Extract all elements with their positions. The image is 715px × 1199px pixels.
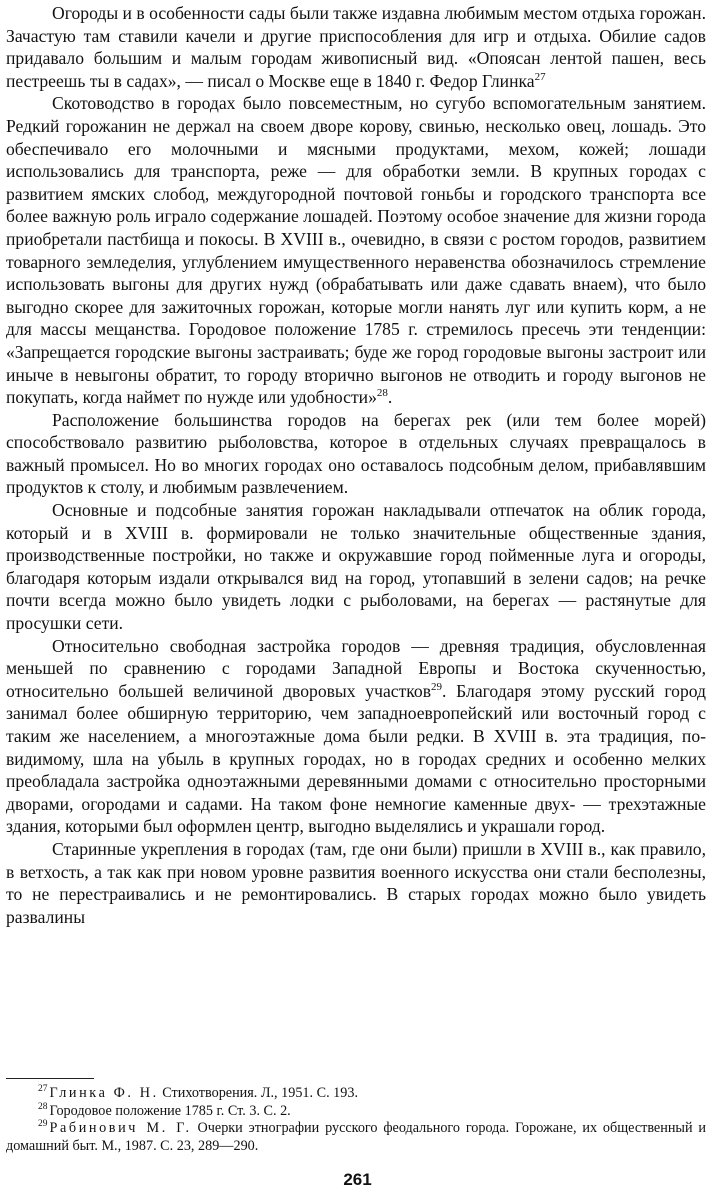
footnote-text: Очерки этнографии русского феодального города. Горожане, их общественный и домашний быт. М., 1987. С. 23, 289—290. (6, 1120, 706, 1154)
paragraph-6 (6, 838, 706, 928)
footnote-number: 28 (38, 1101, 48, 1112)
footnote-number: 27 (38, 1084, 48, 1095)
paragraph-5 (6, 635, 706, 838)
footnote-27 (6, 1085, 706, 1103)
paragraph-1 (6, 2, 706, 92)
paragraph-6-text: Старинные укрепления в городах (там, где они были) пришли в XVIII в., как правило, в ветхость, а так как при новом уровне развития военного искусства они стали бесполезны, то не перестраивались и не ремонтировались. В старых городах можно было увидеть развалины (6, 838, 706, 927)
page-number: 261 (343, 1170, 372, 1189)
footnote-28 (6, 1103, 706, 1121)
footnote-author: Глинка Ф. Н. (49, 1085, 159, 1101)
paragraph-4 (6, 499, 706, 635)
footnote-ref-28[interactable]: 28 (376, 387, 388, 400)
paragraph-5-text: Относительно свободная застройка городов — древняя традиция, обусловленная меньшей по сравнению с городами Западной Европы и Востока скученностью, относительно большей величиной дворовых участков (6, 635, 706, 701)
footnote-29 (6, 1120, 706, 1155)
paragraph-3 (6, 409, 706, 499)
paragraph-2-text: Скотоводство в городах было повсеместным, но сугубо вспомогательным занятием. Редкий горожанин не держал на своем дворе корову, свинью, несколько овец, лошадь. Это обеспечивало его молочными и мясными продуктами, мехом, кожей; лошади использовались для транспорта, реже — для обработки земли. В крупных городах с развитием ямских слобод, междугородной почтовой гоньбы и городского транспорта все более важную роль играло содержание лошадей. Поэтому особое значение для жизни города приобретали пастбища и покосы. В XVIII в., очевидно, в связи с ростом городов, развитием товарного земледелия, углублением имущественного неравенства обозначилось стремление использовать выгоны для других нужд (обрабатывать или даже сдавать внаем), что было выгодно скорее для зажиточных горожан, которые могли нанять луг или купить корм, а не для массы мещанства. Городовое положение 1785 г. стремилось пресечь эти тенденции: «Запрещается городские выгоны застраивать; буде же город городовые выгоны застроит или иныче в невыгоны обратит, то городу вторично выгонов не отводить и городу выгонов не покупать, когда наймет по нужде или удобности» (6, 93, 706, 408)
footnote-author: Рабинович М. Г. (49, 1120, 192, 1136)
paragraph-2-tail: . (387, 387, 393, 408)
footnote-text: Стихотворения. Л., 1951. С. 193. (158, 1085, 359, 1101)
paragraph-1-text: Огороды и в особенности сады были также издавна любимым местом отдыха горожан. Зачастую там ставили качели и другие приспособления для игр и отдыха. Обилие садов придавало большим и малым городам живописный вид. «Опоясан лентой пашен, весь пестреешь ты в садах», — писал о Москве еще в 1840 г. Федор Глинка (6, 3, 706, 91)
footnotes (6, 1085, 706, 1155)
footnote-number: 29 (38, 1119, 48, 1130)
footnote-ref-27[interactable]: 27 (534, 70, 546, 83)
paragraph-4-text: Основные и подсобные занятия горожан накладывали отпечаток на облик города, который и в XVIII в. формировали не только значительные общественные здания, производственные постройки, но также и окружавшие город пойменные луга и огороды, благодаря которым издали открывался вид на город, утопавший в зелени садов; на речке почти всегда можно было увидеть лодки с рыболовами, на берегах — растянутые для просушки сети. (6, 500, 706, 634)
body-text (6, 2, 706, 928)
footnote-text: Городовое положение 1785 г. Ст. 3. С. 2. (49, 1102, 291, 1119)
footnote-ref-29[interactable]: 29 (431, 680, 443, 693)
paragraph-3-text: Расположение большинства городов на берегах рек (или тем более морей) способствовало развитию рыболовства, которое в отдельных случаях превращалось в важный промысел. Но во многих городах оно оставалось подсобным делом, прибавлявшим продуктов к столу, и любимым развлечением. (6, 409, 706, 498)
footnote-divider (6, 1078, 94, 1079)
paragraph-5-tail: . Благодаря этому русский город занимал более обширную территорию, чем западноевропейский или восточный город с таким же населением, а многоэтажные дома были редки. В XVIII в. эта традиция, по-видимому, шла на убыль в крупных городах, но в городах средних и особенно мелких преобладала застройка одноэтажными деревянными домами с относительно просторными дворами, огородами и садами. На таком фоне немногие каменные двух- — трехэтажные здания, которыми был оформлен центр, выгодно выделялись и украшали город. (6, 680, 707, 837)
paragraph-2 (6, 92, 706, 408)
